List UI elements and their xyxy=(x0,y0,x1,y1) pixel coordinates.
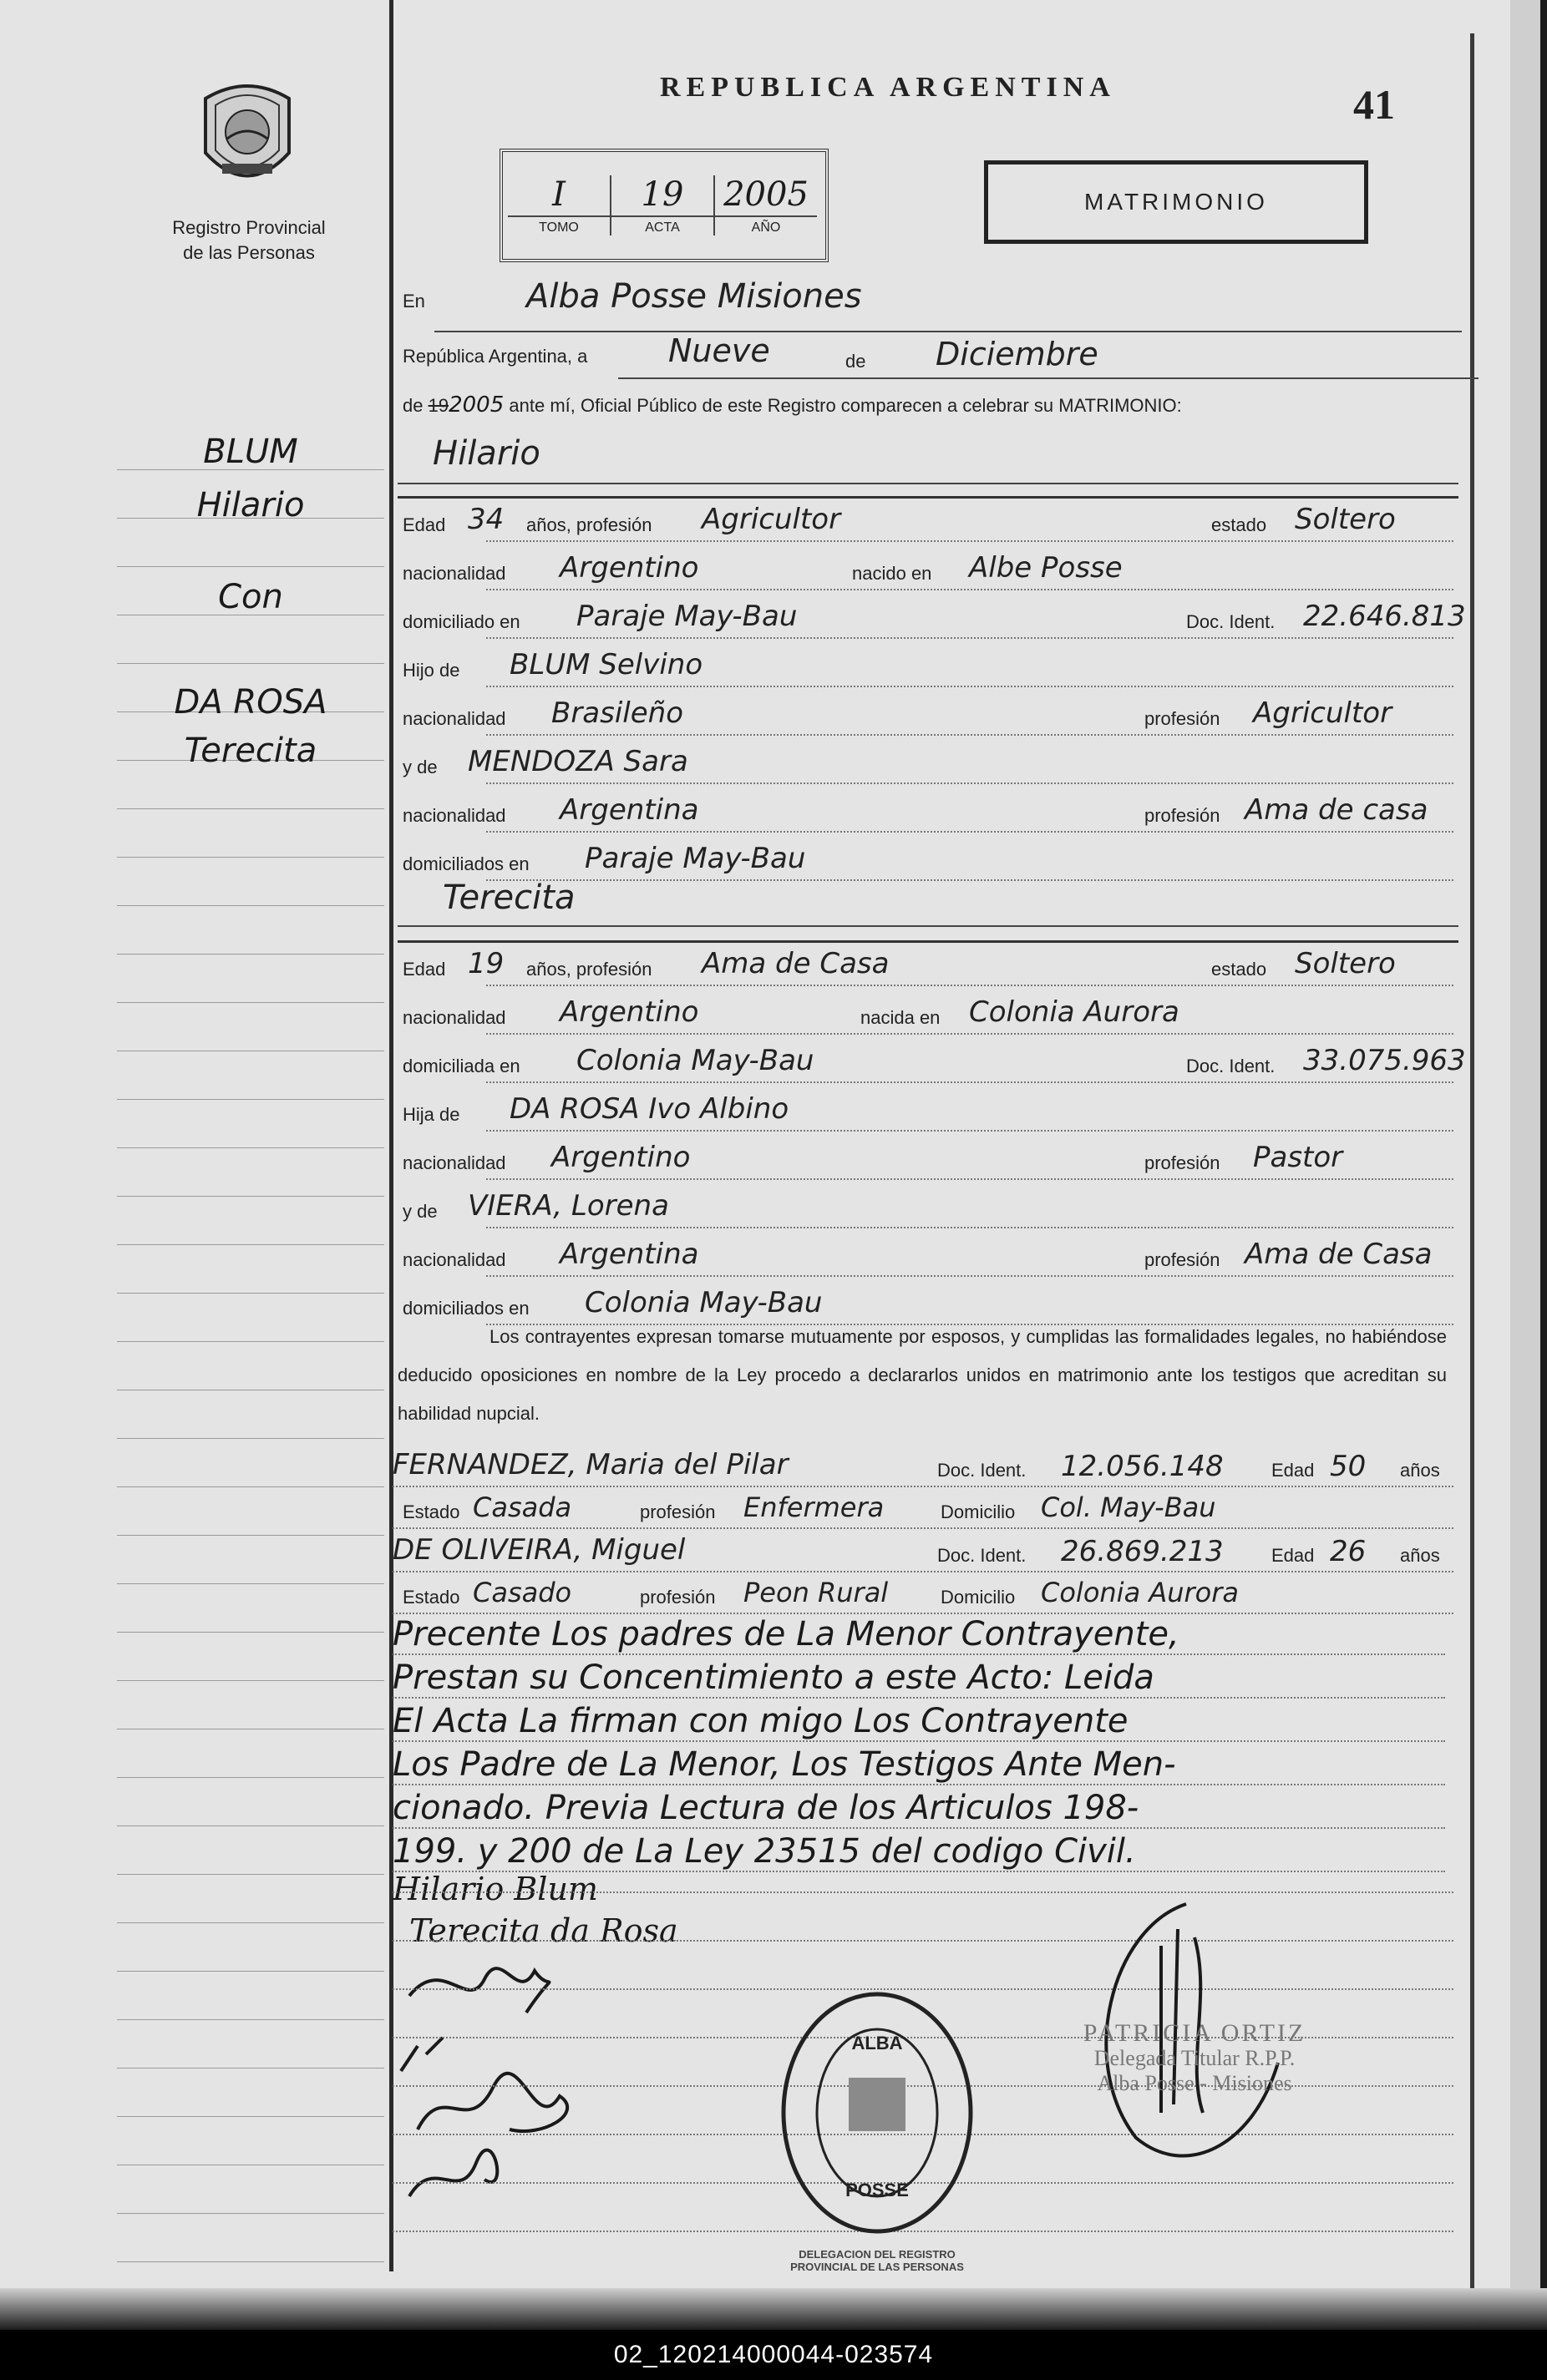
acta-value: 19 xyxy=(641,175,684,214)
field-dotted-line xyxy=(486,1274,1453,1277)
bride-father-nationality: Argentino xyxy=(551,1141,691,1174)
witness-name: DE OLIVEIRA, Miguel xyxy=(393,1533,686,1567)
witness-dotted-line xyxy=(393,1570,1453,1572)
margin-rule-line xyxy=(117,2019,384,2020)
margin-rule-line xyxy=(117,2116,384,2117)
margin-rule-line xyxy=(117,1632,384,1633)
groom-birthplace: Albe Posse xyxy=(969,551,1123,585)
bride-domicilio-label: domiciliada en xyxy=(403,1056,520,1076)
registry-line-1: Registro Provincial xyxy=(172,217,326,238)
margin-rule-line xyxy=(117,808,384,809)
groom-father-nat-label: nacionalidad xyxy=(403,708,506,729)
document-title: REPUBLICA ARGENTINA xyxy=(660,72,1116,103)
bride-nationality: Argentino xyxy=(560,995,699,1029)
remark-line: Precente Los padres de La Menor Contrayente, xyxy=(393,1615,1445,1655)
witness-doc-label: Doc. Ident. xyxy=(937,1460,1027,1481)
margin-rule-line xyxy=(117,857,384,858)
witness-domicile: Col. May-Bau xyxy=(1041,1491,1216,1523)
witness-domicile: Colonia Aurora xyxy=(1041,1577,1240,1608)
registry-name xyxy=(149,215,349,266)
margin-rule-line xyxy=(117,1341,384,1342)
bride-father-profession: Pastor xyxy=(1253,1141,1343,1174)
day-value: Nueve xyxy=(668,332,770,369)
groom-hijo-label: Hijo de xyxy=(403,660,460,681)
field-dotted-line xyxy=(486,782,1453,784)
tomo-value: I xyxy=(552,175,566,214)
witness-edad-label: Edad xyxy=(1271,1460,1315,1481)
year-prefix xyxy=(403,392,1182,418)
groom-signature: Hilario Blum xyxy=(393,1871,598,1907)
witness-age: 50 xyxy=(1330,1450,1367,1483)
groom-father-nationality: Brasileño xyxy=(551,696,684,730)
bride-nacida-label: nacida en xyxy=(860,1007,941,1028)
field-dotted-line xyxy=(486,984,1453,986)
place-value: Alba Posse Misiones xyxy=(526,277,862,316)
groom-mother-nat-label: nacionalidad xyxy=(403,805,506,826)
groom-doc-label: Doc. Ident. xyxy=(1186,611,1276,632)
witness-age: 26 xyxy=(1330,1535,1367,1568)
tomo-label: TOMO xyxy=(508,215,610,235)
field-dotted-line xyxy=(486,879,1453,881)
margin-rule-line xyxy=(117,1196,384,1197)
provincial-crest-icon xyxy=(197,73,297,199)
groom-block-top-rule xyxy=(398,496,1458,499)
witness-dom-label: Domicilio xyxy=(941,1587,1016,1608)
witness-dom-label: Domicilio xyxy=(941,1501,1016,1522)
field-dotted-line xyxy=(486,1129,1453,1132)
seal-center-top: ALBA xyxy=(851,2033,903,2053)
page-number: 41 xyxy=(1353,81,1395,128)
margin-connector: Con xyxy=(218,578,283,616)
left-frame-line xyxy=(389,0,393,2271)
bride-parents-domicile: Colonia May-Bau xyxy=(585,1286,823,1319)
remark-line: El Acta La firman con migo Los Contrayente xyxy=(393,1702,1445,1742)
bride-block-top-rule xyxy=(398,940,1458,943)
date-line xyxy=(618,377,1479,379)
groom-mother: MENDOZA Sara xyxy=(468,745,688,778)
margin-rule-line xyxy=(117,1002,384,1003)
groom-domicile: Paraje May-Bau xyxy=(576,600,798,633)
groom-estado-label: estado xyxy=(1211,514,1267,535)
witness-estado-label: Estado xyxy=(403,1501,460,1522)
margin-rule-line xyxy=(117,954,384,955)
registry-line-2: de las Personas xyxy=(183,242,315,263)
groom-mother-profession: Ama de casa xyxy=(1245,793,1428,827)
groom-parents-dom-label: domiciliados en xyxy=(403,853,530,874)
bride-mother-profession: Ama de Casa xyxy=(1245,1238,1433,1271)
signature-dotted-line xyxy=(393,1891,1453,1893)
acta-label: ACTA xyxy=(611,215,713,235)
groom-nationality: Argentino xyxy=(560,551,699,585)
bride-age: 19 xyxy=(468,947,505,980)
groom-edad-label: Edad xyxy=(403,514,446,535)
witness-profession: Enfermera xyxy=(743,1491,885,1523)
bride-profession: Ama de Casa xyxy=(702,947,890,980)
margin-rule-line xyxy=(117,1971,384,1972)
margin-rule-line xyxy=(117,905,384,906)
groom-father-prof-label: profesión xyxy=(1144,708,1220,729)
margin-rule-line xyxy=(117,1535,384,1536)
witness-prof-label: profesión xyxy=(640,1587,716,1608)
field-dotted-line xyxy=(486,1226,1453,1228)
witness-doc-label: Doc. Ident. xyxy=(937,1545,1027,1566)
remark-line: Los Padre de La Menor, Los Testigos Ante Men- xyxy=(393,1745,1445,1785)
field-dotted-line xyxy=(486,733,1453,736)
groom-doc: 22.646.813 xyxy=(1303,600,1466,633)
groom-mother-nationality: Argentina xyxy=(560,793,699,827)
margin-groom-name: Hilario xyxy=(196,486,305,524)
en-label: En xyxy=(403,291,425,311)
anio-value: 2005 xyxy=(723,175,809,214)
groom-name-line xyxy=(398,483,1458,484)
witness-estado-label: Estado xyxy=(403,1587,460,1608)
remark-line: 199. y 200 de La Ley 23515 del codigo Civil. xyxy=(393,1832,1445,1872)
witness-dotted-line xyxy=(393,1485,1453,1487)
seal-text xyxy=(824,2033,931,2201)
bride-father: DA ROSA Ivo Albino xyxy=(510,1092,789,1126)
margin-rule-line xyxy=(117,663,384,664)
year-printed: 19 xyxy=(428,395,449,416)
witness-status: Casada xyxy=(473,1491,572,1523)
bride-hija-label: Hija de xyxy=(403,1104,460,1125)
bride-signature: Terecita da Rosa xyxy=(409,1912,678,1949)
groom-age: 34 xyxy=(468,503,505,536)
field-dotted-line xyxy=(486,539,1453,542)
bride-yde-label: y de xyxy=(403,1201,438,1222)
right-frame-line xyxy=(1470,33,1474,2288)
bride-mother-nat-label: nacionalidad xyxy=(403,1249,506,1270)
remark-line: Prestan su Concentimiento a este Acto: Leida xyxy=(393,1658,1445,1699)
record-type-box: MATRIMONIO xyxy=(984,160,1368,244)
margin-rule-line xyxy=(117,2261,384,2262)
margin-rule-line xyxy=(117,1680,384,1681)
bottom-shadow xyxy=(0,2288,1547,2330)
bride-anos-profesion-label: años, profesión xyxy=(526,959,652,980)
groom-profession: Agricultor xyxy=(702,503,841,536)
declaration-text: Los contrayentes expresan tomarse mutuamente por esposos, y cumplidas las formalidades legales, no habiéndose deducido oposiciones en nombre de la Ley procedo a declararlos unidos en matrimonio ante los testigos que acreditan su habilidad nupcial. xyxy=(398,1326,1447,1424)
month-value: Diciembre xyxy=(936,336,1098,372)
bride-doc: 33.075.963 xyxy=(1303,1044,1466,1077)
margin-rule-line xyxy=(117,2068,384,2069)
witness-profession: Peon Rural xyxy=(743,1577,889,1608)
margin-rule-line xyxy=(117,566,384,567)
field-dotted-line xyxy=(486,1032,1453,1035)
margin-groom-surname: BLUM xyxy=(203,433,298,471)
margin-rule-line xyxy=(117,1147,384,1148)
bride-status: Soltero xyxy=(1295,947,1396,980)
margin-rule-line xyxy=(117,1874,384,1875)
field-dotted-line xyxy=(486,1177,1453,1180)
witness-dotted-line xyxy=(393,1612,1453,1614)
acta-cell xyxy=(611,175,715,235)
official-title: Delegada Titular R.P.P. xyxy=(1093,2046,1296,2070)
witness-doc: 26.869.213 xyxy=(1061,1535,1224,1568)
witness-signatures-icon xyxy=(393,1946,743,2213)
witness-prof-label: profesión xyxy=(640,1501,716,1522)
margin-bride-surname: DA ROSA xyxy=(174,683,327,722)
bride-father-nat-label: nacionalidad xyxy=(403,1152,506,1173)
margin-rule-line xyxy=(117,1922,384,1923)
seal-center-bottom: POSSE xyxy=(845,2180,909,2200)
bride-domicile: Colonia May-Bau xyxy=(576,1044,814,1077)
groom-mother-prof-label: profesión xyxy=(1144,805,1220,826)
groom-father: BLUM Selvino xyxy=(510,648,703,681)
de-year-label: de xyxy=(403,395,424,416)
groom-parents-domicile: Paraje May-Bau xyxy=(585,842,806,875)
margin-rule-line xyxy=(117,1486,384,1487)
witness-anos-label: años xyxy=(1400,1460,1440,1481)
groom-nacionalidad-label: nacionalidad xyxy=(403,563,506,584)
scan-footer-id: 02_120214000044-023574 xyxy=(0,2330,1547,2380)
groom-nacido-label: nacido en xyxy=(852,563,932,584)
field-dotted-line xyxy=(486,636,1453,639)
groom-status: Soltero xyxy=(1295,503,1396,536)
field-dotted-line xyxy=(486,1081,1453,1083)
groom-domicilio-label: domiciliado en xyxy=(403,611,520,632)
anio-label: AÑO xyxy=(715,215,817,235)
official-place: Alba Posse - Misiones xyxy=(1097,2071,1292,2095)
field-dotted-line xyxy=(486,588,1453,590)
witness-anos-label: años xyxy=(1400,1545,1440,1566)
bride-birthplace: Colonia Aurora xyxy=(969,995,1179,1029)
republica-label: República Argentina, a xyxy=(403,346,588,367)
margin-rule-line xyxy=(117,1583,384,1584)
seal-ring-text: DELEGACION DEL REGISTRO PROVINCIAL DE LAS PERSONAS xyxy=(790,2248,964,2273)
margin-rule-line xyxy=(117,1293,384,1294)
remark-line: cionado. Previa Lectura de los Articulos 198- xyxy=(393,1789,1445,1829)
bride-nacionalidad-label: nacionalidad xyxy=(403,1007,506,1028)
official-stamp xyxy=(1069,2021,1320,2096)
margin-rule-line xyxy=(117,2213,384,2214)
sheet-edge xyxy=(1510,0,1540,2330)
margin-rule-line xyxy=(117,1099,384,1100)
bride-father-prof-label: profesión xyxy=(1144,1152,1220,1173)
bride-name-line xyxy=(398,925,1458,927)
year-value: 2005 xyxy=(449,392,505,418)
groom-yde-label: y de xyxy=(403,757,438,777)
bride-mother-nationality: Argentina xyxy=(560,1238,699,1271)
bride-mother-prof-label: profesión xyxy=(1144,1249,1220,1270)
de-label: de xyxy=(845,351,866,372)
field-dotted-line xyxy=(486,685,1453,687)
margin-rule-line xyxy=(117,1244,384,1245)
bride-name-value: Terecita xyxy=(443,879,576,917)
bride-mother: VIERA, Lorena xyxy=(468,1189,669,1223)
margin-rule-line xyxy=(117,1438,384,1439)
field-dotted-line xyxy=(486,830,1453,833)
bride-parents-dom-label: domiciliados en xyxy=(403,1298,530,1319)
bride-estado-label: estado xyxy=(1211,959,1267,980)
official-name: PATRICIA ORTIZ xyxy=(1083,2019,1306,2047)
witness-dotted-line xyxy=(393,1527,1453,1529)
groom-father-profession: Agricultor xyxy=(1253,696,1392,730)
place-line xyxy=(434,331,1462,332)
margin-bride-name: Terecita xyxy=(184,732,317,770)
bride-doc-label: Doc. Ident. xyxy=(1186,1056,1276,1076)
intro-statement: ante mí, Oficial Público de este Registro comparecen a celebrar su MATRIMONIO: xyxy=(509,395,1182,416)
witness-name: FERNANDEZ, Maria del Pilar xyxy=(393,1448,789,1481)
groom-name-value: Hilario xyxy=(433,434,540,473)
tomo-cell xyxy=(508,175,611,235)
anio-cell xyxy=(715,175,817,235)
witness-status: Casado xyxy=(473,1577,572,1608)
witness-edad-label: Edad xyxy=(1271,1545,1315,1566)
bride-edad-label: Edad xyxy=(403,959,446,980)
groom-anos-profesion-label: años, profesión xyxy=(526,514,652,535)
witness-doc: 12.056.148 xyxy=(1061,1450,1224,1483)
margin-rule-line xyxy=(117,1777,384,1778)
record-number-box xyxy=(500,149,829,262)
